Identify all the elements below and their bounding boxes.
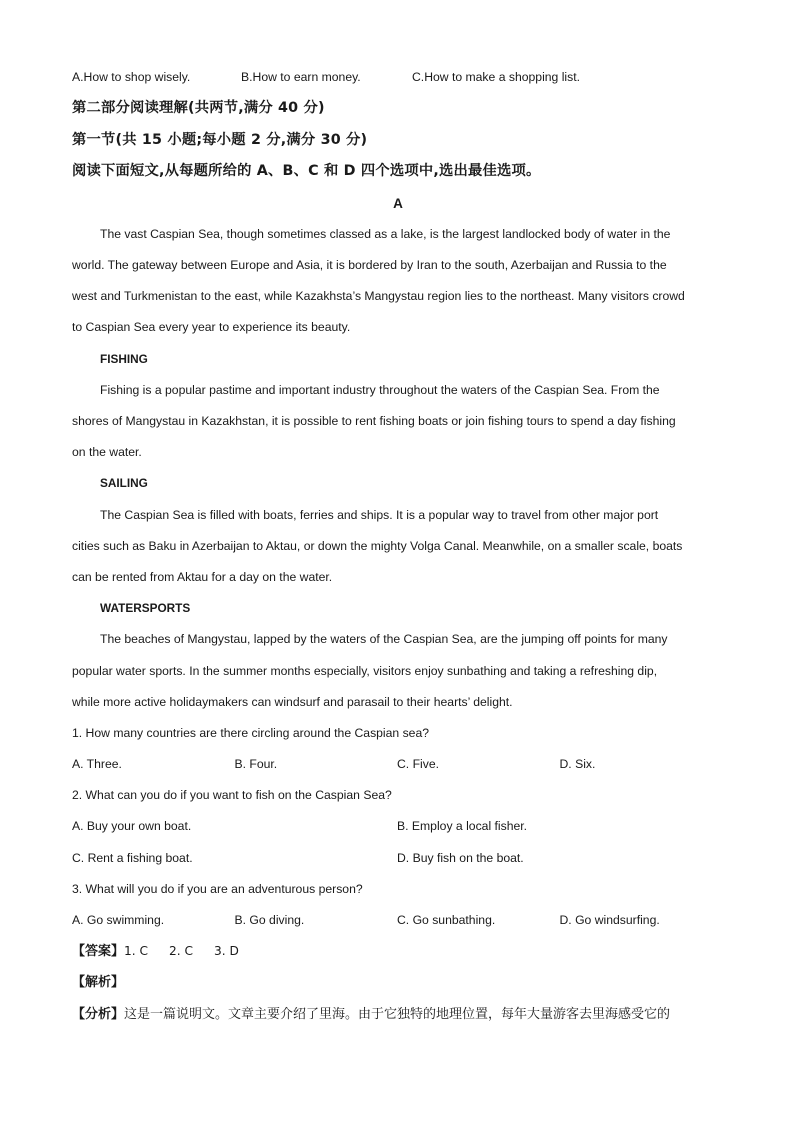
answer-item: 1. C [124, 944, 149, 959]
option-d: D. Six. [559, 757, 596, 772]
section-fishing [72, 344, 724, 469]
option-c: C. Go sunbathing. [397, 913, 496, 927]
passage-line: while more active holidaymakers can windsurf and parasail to their hearts’ delight. [72, 694, 513, 709]
option-a: A. Go swimming. [72, 913, 165, 927]
analysis-text: 这是一篇说明文。文章主要介绍了里海。由于它独特的地理位置，每年大量游客去里海感受它的 [124, 1006, 671, 1022]
answer-items [124, 944, 260, 958]
question-options [72, 905, 724, 936]
passage-line: on the water. [72, 445, 142, 460]
answer-label: 【答案】 [72, 944, 125, 960]
answer-item: 3. D [214, 944, 239, 959]
section-sailing [72, 468, 724, 593]
question-options-row-2 [72, 843, 724, 874]
analysis-label: 【分析】 [72, 1006, 125, 1022]
passage-line: The Caspian Sea is filled with boats, ferries and ships. It is a popular way to travel from other major port [100, 507, 659, 522]
passage-line: can be rented from Aktau for a day on the water. [72, 569, 333, 584]
answer-item: 2. C [169, 944, 194, 959]
analysis-heading: 【解析】 [72, 975, 125, 991]
question-1 [72, 718, 724, 780]
option-b: B. Go diving. [234, 913, 305, 927]
passage-line: popular water sports. In the summer months especially, visitors enjoy sunbathing and taking a refreshing dip, [72, 663, 658, 678]
analysis-line [72, 999, 724, 1030]
question-stem: 2. What can you do if you want to fish on the Caspian Sea? [72, 788, 392, 803]
option-b: B.How to earn money. [241, 70, 361, 84]
passage-line: west and Turkmenistan to the east, while Kazakhsta’s Mangystau region lies to the northeast. Many visitors crowd [72, 289, 685, 304]
option-a: A. Three. [72, 757, 122, 772]
subsection-heading: 第一节(共 15 小题;每小题 2 分,满分 30 分) [72, 131, 368, 148]
option-a: A. Buy your own boat. [72, 819, 192, 834]
passage-line: shores of Mangystau in Kazakhstan, it is possible to rent fishing boats or join fishing tours to spend a day fishing [72, 414, 676, 428]
passage-title: A [393, 195, 403, 211]
option-a: A.How to shop wisely. [72, 70, 191, 84]
question-3 [72, 874, 724, 936]
passage-line: cities such as Baku in Azerbaijan to Aktau, or down the mighty Volga Canal. Meanwhile, on a smaller scale, boats [72, 538, 683, 553]
analysis-heading-line [72, 967, 724, 998]
passage-line: The vast Caspian Sea, though sometimes classed as a lake, is the largest landlocked body of water in the [100, 226, 671, 241]
answer-line [72, 936, 724, 967]
passage-line: Fishing is a popular pastime and important industry throughout the waters of the Caspian Sea. From the [100, 382, 660, 397]
section-heading-watersports: WATERSPORTS [100, 601, 191, 616]
question-stem: 3. What will you do if you are an adventurous person? [72, 881, 363, 896]
option-c: C. Five. [397, 757, 439, 772]
document-page [72, 62, 724, 1030]
option-c: C.How to make a shopping list. [412, 70, 580, 84]
option-d: D. Buy fish on the boat. [397, 850, 524, 865]
instruction-text: 阅读下面短文,从每题所给的 A、B、C 和 D 四个选项中,选出最佳选项。 [72, 163, 541, 180]
option-b: B. Four. [234, 757, 278, 772]
section-watersports [72, 593, 724, 718]
passage-line: world. The gateway between Europe and Asia, it is bordered by Iran to the south, Azerbaijan and Russia to the [72, 258, 667, 273]
option-b: B. Employ a local fisher. [397, 819, 528, 834]
passage-intro [72, 219, 724, 344]
question-2 [72, 780, 724, 874]
passage-line: The beaches of Mangystau, lapped by the waters of the Caspian Sea, are the jumping off points for many [100, 632, 668, 647]
section-heading-sailing: SAILING [100, 476, 148, 491]
option-d: D. Go windsurfing. [559, 913, 660, 927]
question-options [72, 749, 724, 780]
option-c: C. Rent a fishing boat. [72, 850, 193, 865]
question-stem: 1. How many countries are there circling around the Caspian sea? [72, 725, 430, 740]
section-heading-fishing: FISHING [100, 351, 148, 366]
previous-question-options [72, 62, 724, 93]
passage-line: to Caspian Sea every year to experience its beauty. [72, 320, 351, 335]
section-heading: 第二部分阅读理解(共两节,满分 40 分) [72, 100, 325, 117]
question-options-row-1 [72, 811, 724, 842]
